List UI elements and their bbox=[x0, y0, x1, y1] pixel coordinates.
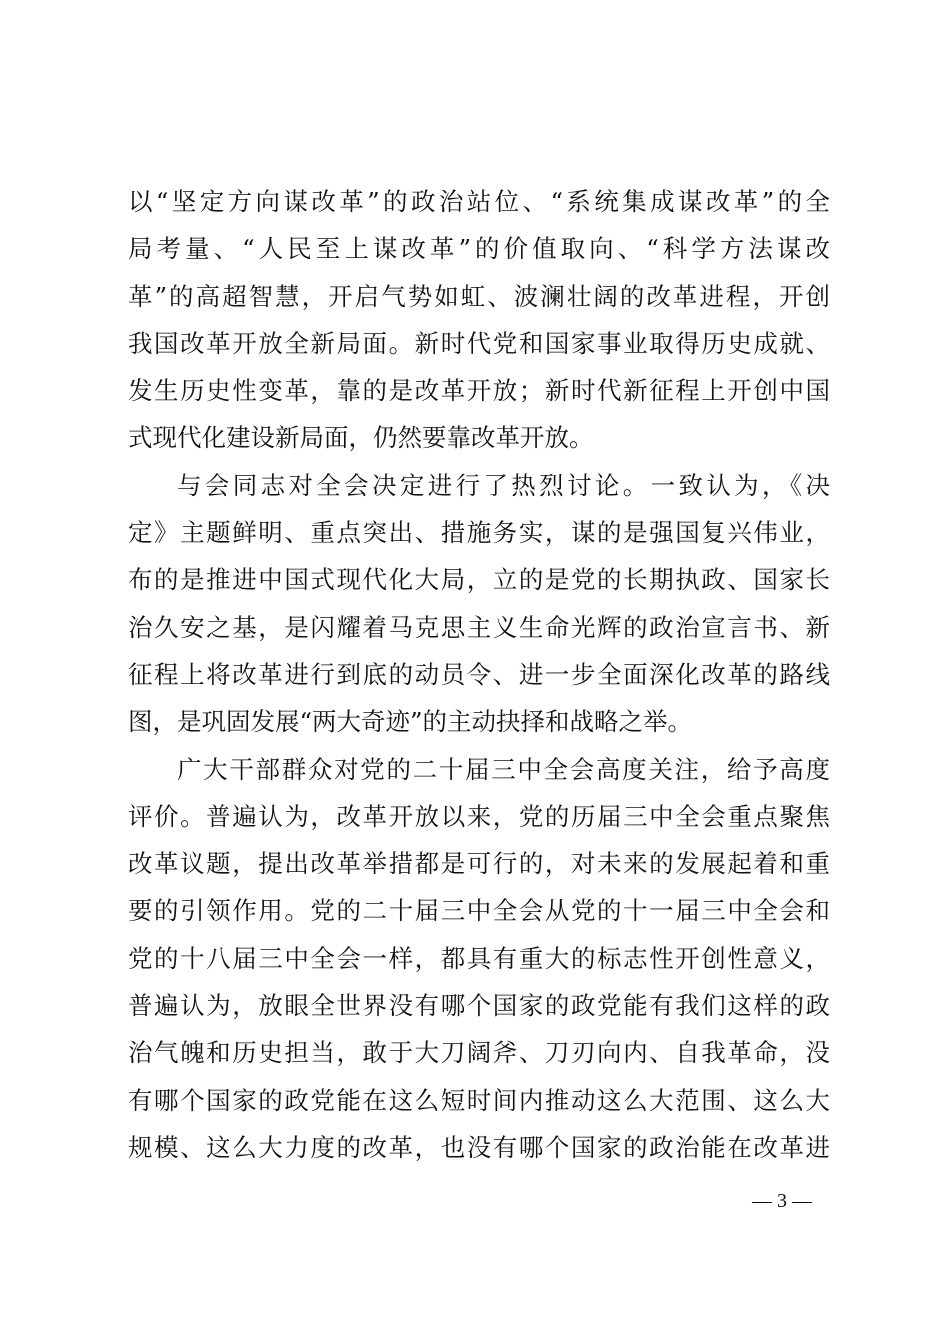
text-line: 布的是推进中国式现代化大局，立的是党的长期执政、国家长 bbox=[128, 565, 830, 595]
page-number: — 3 — bbox=[752, 1190, 812, 1212]
text-line: 征程上将改革进行到底的动员令、进一步全面深化改革的路线 bbox=[128, 659, 830, 689]
text-line: 改革议题，提出改革举措都是可行的，对未来的发展起着和重 bbox=[128, 849, 830, 879]
text-line: 定》主题鲜明、重点突出、措施务实，谋的是强国复兴伟业， bbox=[128, 518, 830, 548]
text-line: 图，是巩固发展“两大奇迹”的主动抉择和战略之举。 bbox=[128, 707, 693, 737]
text-line: 革”的高超智慧，开启气势如虹、波澜壮阔的改革进程，开创 bbox=[128, 281, 830, 311]
text-line: 评价。普遍认为，改革开放以来，党的历届三中全会重点聚焦 bbox=[128, 801, 830, 831]
body-text bbox=[128, 184, 830, 1177]
text-line: 党的十八届三中全会一样，都具有重大的标志性开创性意义， bbox=[128, 943, 830, 973]
text-line: 与会同志对全会决定进行了热烈讨论。一致认为，《决 bbox=[177, 470, 830, 500]
text-line: 式现代化建设新局面，仍然要靠改革开放。 bbox=[128, 423, 594, 453]
text-line: 我国改革开放全新局面。新时代党和国家事业取得历史成就、 bbox=[128, 328, 830, 358]
text-line: 广大干部群众对党的二十届三中全会高度关注，给予高度 bbox=[177, 754, 830, 784]
text-line: 治气魄和历史担当，敢于大刀阔斧、刀刃向内、自我革命，没 bbox=[128, 1038, 830, 1068]
text-line: 要的引领作用。党的二十届三中全会从党的十一届三中全会和 bbox=[128, 896, 830, 926]
text-line: 局考量、“人民至上谋改革”的价值取向、“科学方法谋改 bbox=[128, 234, 830, 264]
text-line: 有哪个国家的政党能在这么短时间内推动这么大范围、这么大 bbox=[128, 1085, 830, 1115]
text-line: 以“坚定方向谋改革”的政治站位、“系统集成谋改革”的全 bbox=[128, 187, 830, 216]
text-line: 治久安之基，是闪耀着马克思主义生命光辉的政治宣言书、新 bbox=[128, 612, 830, 642]
text-line: 普遍认为，放眼全世界没有哪个国家的政党能有我们这样的政 bbox=[128, 991, 830, 1021]
text-line: 规模、这么大力度的改革，也没有哪个国家的政治能在改革进 bbox=[128, 1132, 830, 1162]
text-line: 发生历史性变革，靠的是改革开放；新时代新征程上开创中国 bbox=[128, 376, 830, 406]
